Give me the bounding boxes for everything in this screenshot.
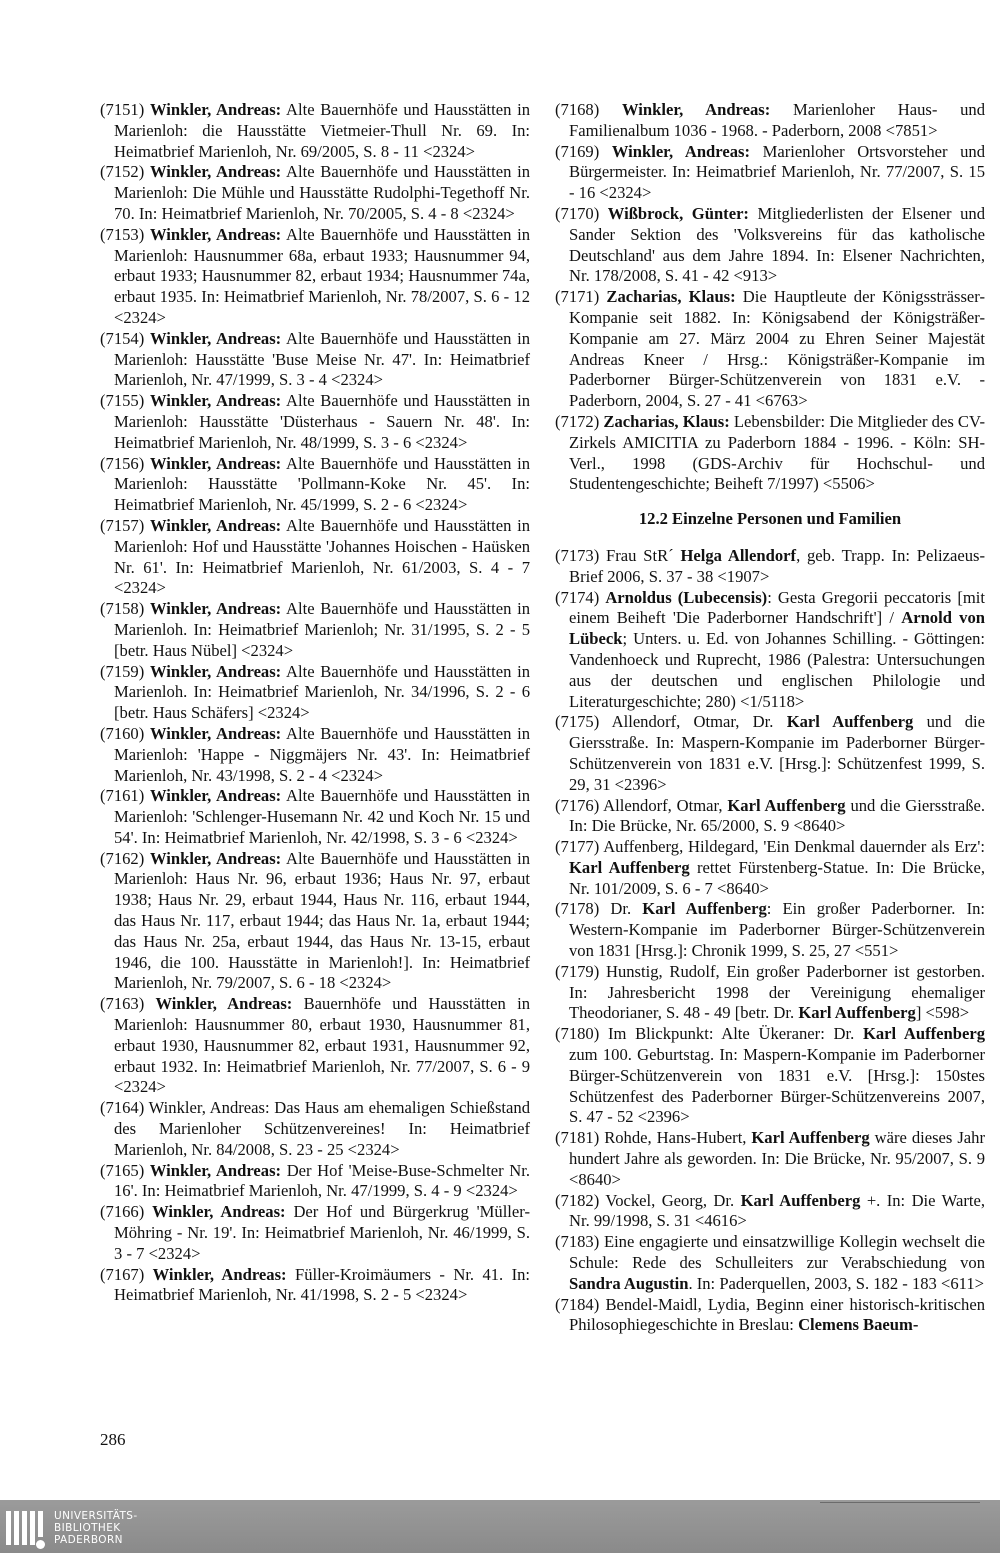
bibliography-entry	[555, 100, 985, 142]
entry-text: Allendorf, Otmar,	[603, 795, 723, 815]
entry-author: Winkler, Andreas:	[621, 100, 771, 119]
left-column	[100, 100, 530, 1306]
bibliography-entry	[555, 899, 985, 961]
entry-number: (7172)	[555, 411, 600, 431]
entry-text: Die Hauptleute der Königssträsser-Kompanie seit 1882. In: Königsabend der Königsträßer-Kompanie am 27. März 2004 zu Ehren Seiner Majestät Andreas Kneer / Hrsg.: Königsträßer-Kompanie im Paderborner Bürger-Schützenverein von 1831 e.V. - Paderborn, 2004, S. 27 - 41 <6763>	[569, 287, 985, 411]
entry-number: (7154)	[100, 328, 145, 348]
entry-author: Winkler, Andreas:	[155, 994, 293, 1014]
entry-text: Dr.	[610, 899, 632, 919]
entry-text: , geb. Trapp. In: Pelizaeus-Brief 2006, S. 37 - 38 <1907>	[569, 545, 985, 586]
entry-person-name: Karl Auffenberg	[642, 899, 767, 919]
bibliography-entry	[555, 1232, 985, 1294]
entry-text: Alte Bauernhöfe und Hausstätten in Marienloh: Hausstätte 'Buse Meise Nr. 47'. In: Heimatbrief Marienloh, Nr. 47/1999, S. 3 - 4 <2324>	[114, 328, 530, 390]
section-heading: 12.2 Einzelne Personen und Familien	[638, 509, 902, 529]
entry-text: Alte Bauernhöfe und Hausstätten in Marienloh. In: Heimatbrief Marienloh, Nr. 34/1996, S. 2 - 6 [betr. Haus Schäfers] <2324>	[114, 661, 530, 723]
bibliography-entry	[100, 724, 530, 786]
entry-number: (7166)	[100, 1202, 145, 1222]
entry-text: : Ein großer Paderborner. In: Western-Kompanie im Paderborner Bürger-Schützenverein von 1831 [Hrsg.]: Chronik 1999, S. 25, 27 <551>	[569, 899, 986, 961]
bibliography-entry	[100, 454, 530, 516]
entry-author: Winkler, Andreas:	[149, 328, 282, 348]
entry-text: Marienloher Ortsvorsteher und Bürgermeister. In: Heimatbrief Marienloh, Nr. 77/2007, S. 15 - 16 <2324>	[569, 141, 985, 203]
entry-text: : Gesta Gregorii peccatoris [mit einem Beiheft 'Die Paderborner Handschrift'] /	[569, 587, 985, 628]
entry-person-name: Karl Auffenberg	[798, 1003, 916, 1023]
entry-text: Eine engagierte und einsatzwillige Kollegin wechselt die Schule: Rede des Schulleiters zur Verabschiedung von	[569, 1232, 985, 1273]
entry-number: (7157)	[100, 515, 145, 535]
bibliography-entry	[555, 1295, 985, 1337]
entry-text: Hunstig, Rudolf, Ein großer Paderborner ist gestorben. In: Jahresbericht 1998 der Vereinigung ehemaliger Theodorianer, S. 48 - 49 [betr. Dr.	[569, 961, 985, 1023]
footer-rule	[820, 1502, 980, 1503]
entry-number: (7181)	[555, 1128, 600, 1148]
library-logo-text	[54, 1510, 138, 1546]
entry-text: Alte Bauernhöfe und Hausstätten in Marienloh: Hof und Hausstätte 'Johannes Hoischen - Haüsken Nr. 61'. In: Heimatbrief Marienloh, Nr. 61/2003, S. 4 - 7 <2324>	[114, 515, 530, 598]
entry-text: Bendel-Maidl, Lydia, Beginn einer historisch-kritischen Philosophiegeschichte in Breslau:	[569, 1294, 985, 1335]
bibliography-entry	[555, 962, 985, 1024]
entry-number: (7176)	[555, 795, 600, 815]
bibliography-entry	[100, 162, 530, 224]
entry-text: Alte Bauernhöfe und Hausstätten in Marienloh: 'Happe - Niggmäjers Nr. 43'. In: Heimatbrief Marienloh, Nr. 43/1998, S. 2 - 4 <2324>	[114, 723, 530, 785]
entry-text: Alte Bauernhöfe und Hausstätten in Marienloh: Haus Nr. 96, erbaut 1936; Haus Nr. 97, erbaut 1938; Haus Nr. 29, erbaut 1944, Haus Nr. 116, erbaut 1944, das Haus Nr. 117, erbaut 1944; das Haus Nr. 1a, erbaut 1944; das Haus Nr. 25a, erbaut 1944, das Haus Nr. 13-15, erbaut 1946, die 100. Hausstätte in Marienloh!]. In: Heimatbrief Marienloh, Nr. 79/2007, S. 6 - 18 <2324>	[114, 848, 530, 993]
entry-author: Zacharias, Klaus:	[606, 287, 736, 307]
entry-number: (7160)	[100, 723, 145, 743]
entry-person-name: Helga Allendorf	[680, 545, 797, 565]
entry-person-name: Karl Auffenberg	[727, 795, 846, 815]
bibliography-entry	[555, 712, 985, 795]
entry-number: (7158)	[100, 599, 145, 619]
entry-number: (7182)	[555, 1190, 600, 1210]
logo-dot-icon	[36, 1540, 45, 1549]
logo-line-3: PADERBORN	[54, 1534, 123, 1546]
entry-author: Winkler, Andreas:	[152, 1202, 286, 1222]
bibliography-entry	[100, 516, 530, 599]
entry-number: (7170)	[555, 203, 600, 223]
entry-number: (7174)	[555, 587, 600, 607]
entry-author: Wißbrock, Günter:	[607, 203, 749, 223]
entry-number: (7179)	[555, 961, 600, 981]
entry-number: (7165)	[100, 1160, 145, 1180]
entry-text: ] <598>	[915, 1003, 970, 1023]
bibliography-entry	[100, 1202, 530, 1264]
entry-person-name: Sandra Augustin	[569, 1273, 689, 1293]
bibliography-entry	[100, 329, 530, 391]
logo-line-2: BIBLIOTHEK	[54, 1522, 121, 1534]
entry-author: Winkler, Andreas:	[149, 599, 282, 619]
entry-number: (7152)	[100, 162, 145, 182]
entry-number: (7168)	[555, 100, 600, 119]
entry-text: Alte Bauernhöfe und Hausstätten in Marienloh: Hausstätte 'Düsterhaus - Sauern Nr. 48'. In: Heimatbrief Marienloh, Nr. 48/1999, S. 3 - 6 <2324>	[114, 391, 530, 452]
entry-text: Lebensbilder: Die Mitglieder des CV-Zirkels AMICITIA zu Paderborn 1884 - 1996. - Köln: SH-Verl., 1998 (GDS-Archiv für Hochschul- und Studentengeschichte; Beiheft 7/1997) <5506>	[569, 411, 985, 494]
bibliography-entry	[100, 100, 530, 162]
bibliography-entry	[100, 225, 530, 329]
entry-author: Winkler, Andreas:	[149, 453, 282, 473]
entry-person-name: Arnoldus (Lubecensis)	[605, 587, 768, 607]
bibliography-entry	[100, 599, 530, 661]
entry-person-name: Karl Auffenberg	[751, 1128, 870, 1148]
entry-person-name: Clemens Baeum-	[798, 1315, 919, 1335]
bibliography-entry	[100, 391, 530, 453]
entry-text: Alte Bauernhöfe und Hausstätten in Marienloh. In: Heimatbrief Marienloh; Nr. 31/1995, S. 2 - 5 [betr. Haus Nübel] <2324>	[114, 599, 530, 660]
logo-line-1: UNIVERSITÄTS-	[54, 1510, 138, 1522]
entry-number: (7161)	[100, 786, 145, 806]
entry-number: (7155)	[100, 391, 145, 411]
bibliography-entry	[100, 849, 530, 995]
bibliography-entry	[555, 546, 985, 588]
entry-text: Rohde, Hans-Hubert,	[604, 1128, 747, 1148]
entry-author: Zacharias, Klaus:	[603, 411, 730, 431]
bibliography-entry	[100, 786, 530, 848]
entry-text: Vockel, Georg, Dr.	[605, 1190, 735, 1210]
entry-text: zum 100. Geburtstag. In: Maspern-Kompanie im Paderborner Bürger-Schützenverein von 1831 e.V. [Hrsg.]: 150stes Schützenfest des Paderborner Bürger-Schützenvereins 2007, S. 47 - 52 <2396>	[569, 1045, 985, 1127]
entry-author: Winkler, Andreas:	[149, 723, 282, 743]
entry-number: (7183)	[555, 1232, 600, 1252]
bibliography-entry	[100, 1265, 530, 1307]
entry-person-name: Karl Auffenberg	[569, 857, 690, 877]
entry-text: . In: Paderquellen, 2003, S. 182 - 183 <611>	[688, 1273, 984, 1293]
bibliography-entry	[100, 1098, 530, 1160]
right-column	[555, 100, 985, 1336]
right-column-top-entries	[555, 100, 985, 495]
entry-text: ; Unters. u. Ed. von Johannes Schilling. - Göttingen: Vandenhoeck und Ruprecht, 1986 (Palestra: Untersuchungen aus der deutschen und englischen Philologie und Literaturgeschichte; 280) <1/5118>	[569, 629, 985, 711]
bibliography-entry	[555, 1024, 985, 1128]
entry-number: (7171)	[555, 287, 600, 307]
entry-number: (7159)	[100, 661, 145, 681]
bibliography-entry	[555, 142, 985, 204]
entry-text: und die Giersstraße. In: Maspern-Kompanie im Paderborner Bürger-Schützenverein von 1831 e.V. [Hrsg.]: Schützenfest 1999, S. 29, 31 <2396>	[569, 712, 986, 794]
right-column-bottom-entries	[555, 546, 985, 1336]
bibliography-entry	[555, 287, 985, 412]
bibliography-entry	[555, 412, 985, 495]
entry-text: Der Hof und Bürgerkrug 'Müller-Möhring - Nr. 19'. In: Heimatbrief Marienloh, Nr. 46/1999, S. 3 - 7 <2324>	[114, 1202, 531, 1263]
bibliography-entry	[555, 204, 985, 287]
entry-text: Alte Bauernhöfe und Hausstätten in Marienloh: Hausstätte 'Pollmann-Koke Nr. 45'. In: Heimatbrief Marienloh, Nr. 45/1999, S. 2 - 6 <2324>	[114, 453, 530, 515]
bibliography-entry	[100, 994, 530, 1098]
entry-text: Allendorf, Otmar, Dr.	[611, 712, 774, 732]
bibliography-entry	[555, 796, 985, 838]
entry-person-name: Karl Auffenberg	[862, 1024, 986, 1044]
entry-author: Winkler, Andreas:	[149, 786, 282, 806]
bibliography-entry	[555, 1128, 985, 1190]
entry-author: Winkler, Andreas:	[149, 515, 282, 535]
entry-number: (7175)	[555, 712, 600, 732]
entry-number: (7162)	[100, 848, 145, 868]
entry-author: Winkler, Andreas:	[149, 100, 282, 119]
entry-text: Alte Bauernhöfe und Hausstätten in Marienloh: die Hausstätte Vietmeier-Thull Nr. 69. In: Heimatbrief Marienloh, Nr. 69/2005, S. 8 - 11 <2324>	[114, 100, 530, 161]
entry-author: Winkler, Andreas:	[149, 1160, 282, 1180]
entry-number: (7156)	[100, 453, 145, 473]
entry-text: Alte Bauernhöfe und Hausstätten in Marienloh: Hausnummer 68a, erbaut 1933; Hausnummer 94, erbaut 1933; Hausnummer 82, erbaut 1934; Hausnummer 74a, erbaut 1935. In: Heimatbrief Marienloh, Nr. 78/2007, S. 6 - 12 <2324>	[114, 224, 530, 327]
entry-author: Winkler, Andreas:	[149, 661, 282, 681]
entry-number: (7153)	[100, 224, 145, 244]
entry-person-name: Arnold von Lübeck	[569, 608, 985, 649]
entry-person-name: Karl Auffenberg	[740, 1190, 861, 1210]
bibliography-entry	[100, 662, 530, 724]
entry-text: Auffenberg, Hildegard, 'Ein Denkmal dauernder als Erz':	[603, 837, 986, 857]
entry-text: Füller-Kroimäumers - Nr. 41. In: Heimatbrief Marienloh, Nr. 41/1998, S. 2 - 5 <2324>	[114, 1264, 531, 1305]
footer-band	[0, 1500, 1000, 1553]
entry-text: Alte Bauernhöfe und Hausstätten in Marienloh: Die Mühle und Hausstätte Rudolphi-Tegethoff Nr. 70. In: Heimatbrief Marienloh, Nr. 70/2005, S. 4 - 8 <2324>	[114, 162, 530, 223]
entry-text: Bauernhöfe und Hausstätten in Marienloh: Hausnummer 80, erbaut 1930, Hausnummer 81, erbaut 1930, Hausnummer 82, erbaut 1931, Hausnummer 92, erbaut 1932. In: Heimatbrief Marienloh, Nr. 77/2007, S. 6 - 9 <2324>	[114, 994, 530, 1097]
entry-number: (7164)	[100, 1098, 145, 1118]
entry-number: (7169)	[555, 141, 600, 161]
entry-number: (7184)	[555, 1294, 600, 1314]
entry-text: Marienloher Haus- und Familienalbum 1036 - 1968. - Paderborn, 2008 <7851>	[569, 100, 985, 140]
entry-text: rettet Fürstenberg-Statue. In: Die Brücke, Nr. 101/2009, S. 6 - 7 <8640>	[569, 857, 985, 898]
entry-author: Winkler, Andreas:	[611, 141, 750, 161]
bibliography-entry	[555, 1191, 985, 1233]
entry-text: Der Hof 'Meise-Buse-Schmelter Nr. 16'. In: Heimatbrief Marienloh, Nr. 47/1999, S. 4 - 9 <2324>	[114, 1160, 531, 1201]
entry-text: und die Giersstraße. In: Die Brücke, Nr. 65/2000, S. 9 <8640>	[569, 795, 985, 836]
entry-number: (7151)	[100, 100, 145, 119]
entry-number: (7178)	[555, 899, 600, 919]
entry-text: wäre dieses Jahr hundert Jahre als geworden. In: Die Brücke, Nr. 95/2007, S. 9 <8640>	[569, 1128, 985, 1189]
entry-author: Winkler, Andreas:	[149, 391, 282, 411]
entry-person-name: Karl Auffenberg	[786, 712, 914, 732]
entry-text: Winkler, Andreas: Das Haus am ehemaligen Schießstand des Marienloher Schützenvereines! In: Heimatbrief Marienloh, Nr. 84/2008, S. 23 - 25 <2324>	[114, 1098, 530, 1159]
entry-author: Winkler, Andreas:	[149, 162, 282, 182]
entry-author: Winkler, Andreas:	[152, 1264, 287, 1284]
entry-text: +. In: Die Warte, Nr. 99/1998, S. 31 <4616>	[569, 1190, 985, 1231]
entry-text: Frau StR´	[606, 545, 674, 565]
entry-number: (7173)	[555, 545, 600, 565]
entry-number: (7167)	[100, 1264, 145, 1284]
entry-text: Alte Bauernhöfe und Hausstätten in Marienloh: 'Schlenger-Husemann Nr. 42 und Koch Nr. 15 und 54'. In: Heimatbrief Marienloh, Nr. 42/1998, S. 3 - 6 <2324>	[114, 786, 530, 847]
entry-text: Mitgliederlisten der Elsener und Sander Sektion des 'Volksvereins für das katholische Deutschland' aus dem Jahre 1894. In: Elsener Nachrichten, Nr. 178/2008, S. 41 - 42 <913>	[569, 203, 985, 286]
bibliography-entry	[100, 1161, 530, 1203]
entry-author: Winkler, Andreas:	[149, 224, 282, 244]
page-number: 286	[100, 1430, 126, 1449]
entry-author: Winkler, Andreas:	[149, 848, 282, 868]
entry-number: (7180)	[555, 1024, 600, 1044]
entry-number: (7163)	[100, 994, 145, 1014]
bibliography-entry	[555, 588, 985, 713]
bibliography-entry	[555, 837, 985, 899]
entry-text: Im Blickpunkt: Alte Ükeraner: Dr.	[607, 1024, 855, 1044]
entry-number: (7177)	[555, 837, 600, 857]
